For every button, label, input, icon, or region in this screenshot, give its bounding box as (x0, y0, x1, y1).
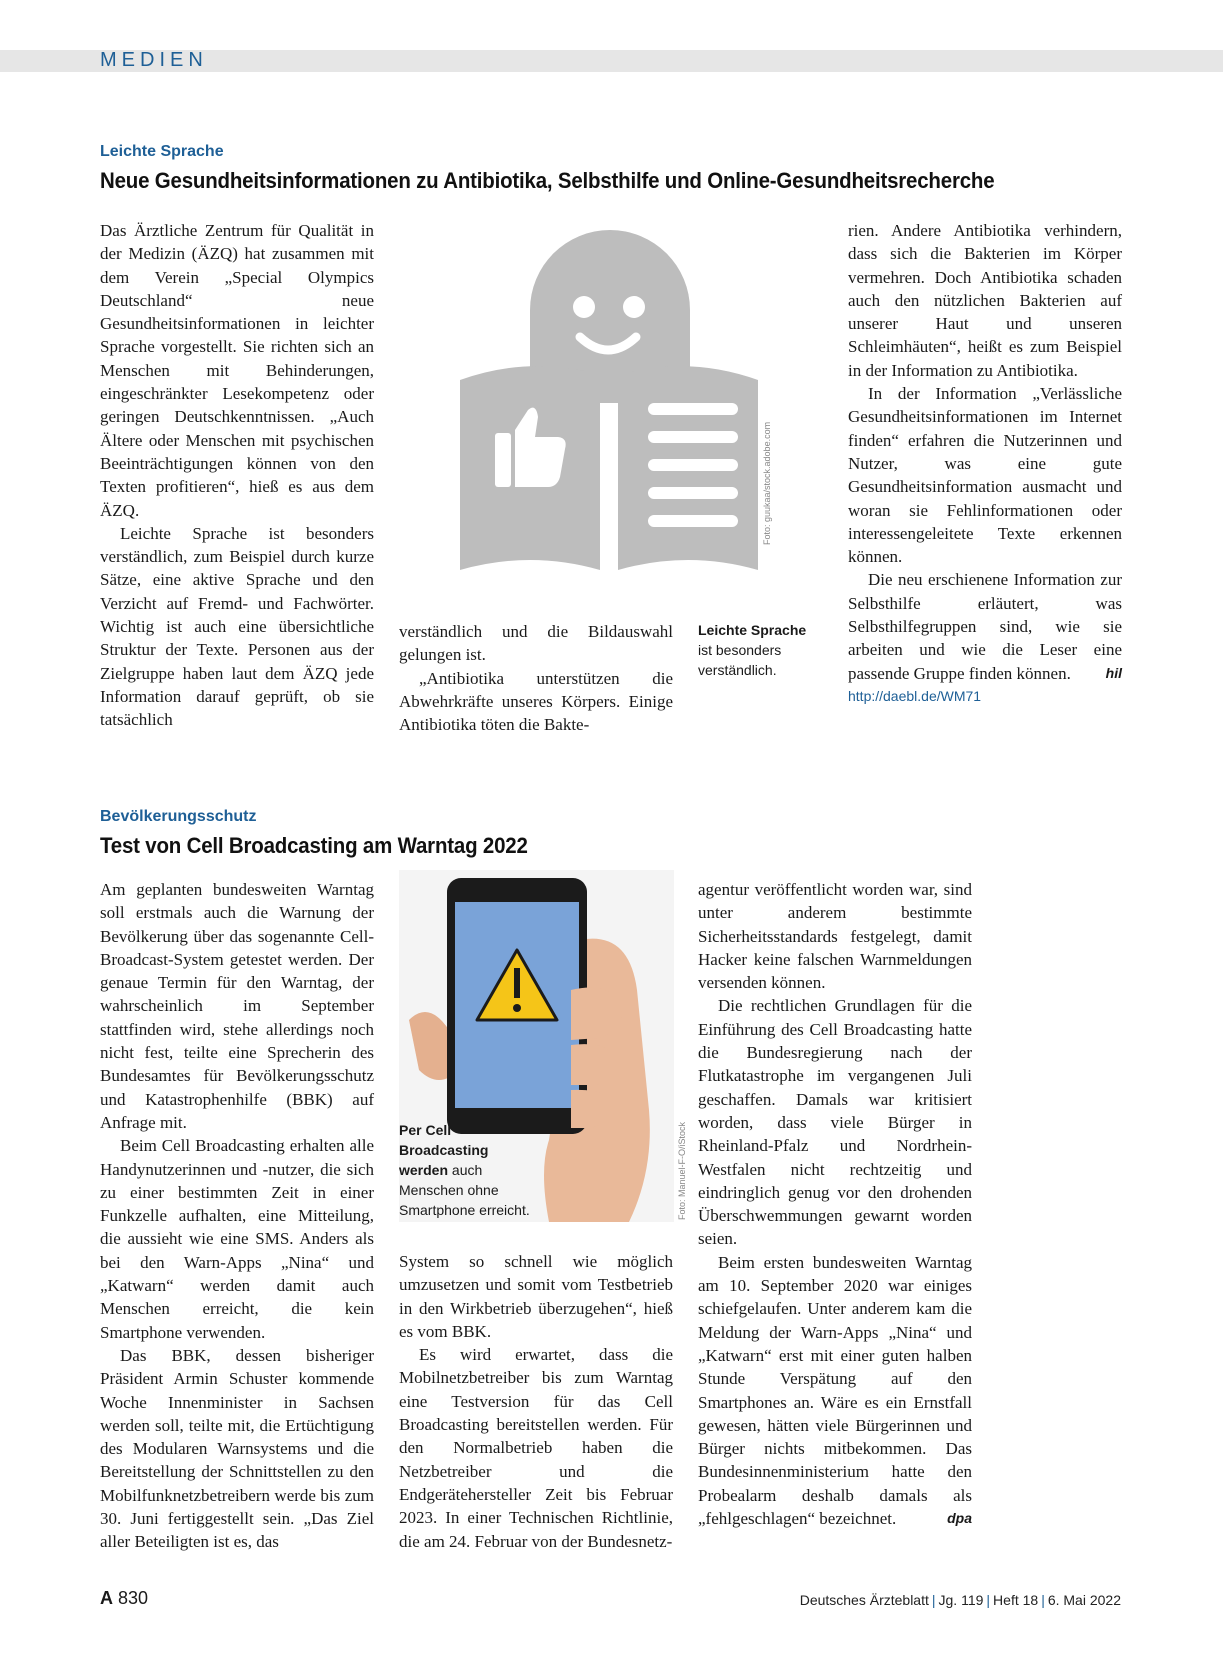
page-prefix: A (100, 1588, 113, 1608)
section-label: MEDIEN (100, 49, 208, 71)
paragraph: rien. Andere Antibiotika verhindern, dass sich die Bakterien im Körper vermehren. Doch Antibiotika schaden auch den nützlichen Bakterien auf unserer Haut und unseren Schleimhäuten“, heißt es zum Beispiel in der Information zu Antibiotika. (848, 221, 1122, 380)
article2-column-2 (399, 1250, 673, 1553)
paragraph: Die rechtlichen Grundlagen für die Einführung des Cell Broadcasting hatte die Bundesregierung nach der Flutkatastrophe im vergangenen Juli geschaffen. Damals war kritisiert worden, dass viele Bürger in Rheinland-Pfalz und Nordrhein-Westfalen nicht rechtzeitig und eindringlich genug vor den drohenden Überschwemmungen gewarnt worden seien. (698, 996, 972, 1249)
article1-kicker: Leichte Sprache (100, 143, 224, 160)
paragraph-text: Beim ersten bundesweiten Warntag am 10. September 2020 war einiges schiefgelaufen. Unter anderem kam die Meldung der Warn-Apps „Nina“ und „Katwarn“ erst mit einer guten halben Stunde Verspätung auf den Smartphones an. Wäre es ein Ernstfall gewesen, hätten viele Bürgerinnen und Bürger nichts mitbekommen. Das Bundesinnenministerium hatte den Probealarm deshalb damals als „fehlgeschlagen“ bezeichnet. (698, 1252, 972, 1529)
article2-column-3 (698, 878, 972, 1530)
paragraph: „Antibiotika unterstützen die Abwehrkräfte unseres Körpers. Einige Antibiotika töten die Bakte- (399, 668, 673, 735)
article-link[interactable]: http://daebl.de/WM71 (848, 687, 982, 704)
paragraph: Es wird erwartet, dass die Mobilnetzbetreiber bis zum Warntag eine Testversion für das Cell Broadcasting bereitstellen werden. Für den Normalbetrieb haben die Netzbetreiber und die Endgerätehersteller Zeit bis Februar 2023. In einer Technischen Richtlinie, die am 24. Februar von der Bundesnetz- (399, 1345, 673, 1551)
separator: | (1041, 1592, 1045, 1608)
paragraph-text: Die neu erschienene Information zur Selbsthilfe erläutert, was Selbsthilfegruppen sind, wie sie arbeiten und wie die Leser eine passende Gruppe finden können. (848, 570, 1122, 683)
paragraph: Das BBK, dessen bisheriger Präsident Armin Schuster kommende Woche Innenminister in Sachsen werden soll, teilte mit, die Ertüchtigung des Modularen Warnsystems und die Bereitstellung der Schnittstellen zu den Mobilfunknetzbetreibern werde bis zum 30. Juni fertiggestellt sein. „Das Ziel aller Beteiligten ist es, das (100, 1345, 374, 1552)
paragraph: Leichte Sprache ist besonders verständlich, zum Beispiel durch kurze Sätze, eine aktive Sprache und den Verzicht auf Fremd- und Fachwörter. Wichtig ist auch eine übersichtliche Struktur der Texte. Personen aus der Zielgruppe haben laut dem ÄZQ jede Information darauf geprüft, ob sie tatsächlich (100, 523, 374, 730)
easy-language-illustration (440, 225, 780, 575)
article2-column-1 (100, 878, 374, 1554)
caption-text: ist besonders verständlich. (698, 642, 782, 678)
article1-headline: Neue Gesundheitsinformationen zu Antibiotika, Selbsthilfe und Online-Gesundheitsrecherche (100, 168, 995, 193)
article1-column-1 (100, 219, 374, 732)
article1-column-3 (848, 219, 1122, 708)
journal-volume: Jg. 119 (938, 1592, 984, 1608)
caption-bold: Leichte Sprache (698, 622, 807, 638)
caption-text: auch Menschen ohne Smartphone erreicht. (399, 1162, 530, 1218)
paragraph: Das Ärztliche Zentrum für Qualität in der Medizin (ÄZQ) hat zusammen mit dem Verein „Special Olympics Deutschland“ neue Gesundheitsinformationen in leichter Sprache vorgestellt. Sie richten sich an Menschen mit Behinderungen, eingeschränkter Lesekompetenz oder geringen Deutschkenntnissen. „Auch Ältere oder Menschen mit psychischen Beeinträchtigungen können von den Texten profitieren“, hieß es aus dem ÄZQ. (100, 221, 374, 520)
paragraph (698, 1251, 972, 1531)
article1-column-2 (399, 620, 673, 736)
article2-caption (399, 1120, 539, 1220)
journal-name: Deutsches Ärzteblatt (799, 1592, 929, 1608)
caption-bold: Per Cell Broadcasting werden (399, 1122, 489, 1178)
author-signature: dpa (947, 1510, 972, 1527)
separator: | (931, 1592, 936, 1608)
photo-credit: Foto: guukaa/stock.adobe.com (762, 421, 772, 545)
paragraph: agentur veröffentlicht worden war, sind unter anderem bestimmte Sicherheitsstandards festgelegt, damit Hacker keine falschen Warnmeldungen versenden können. (698, 880, 972, 993)
paragraph: Am geplanten bundesweiten Warntag soll erstmals auch die Warnung der Bevölkerung über das sogenannte Cell-Broadcast-System getestet werden. Der genaue Termin für den Warntag, der wahrscheinlich im September stattfinden wird, stehe allerdings noch nicht fest, teilte eine Sprecherin des Bundesamtes für Bevölkerungsschutz und Katastrophenhilfe (BBK) auf Anfrage mit. (100, 880, 374, 1132)
journal-info (800, 1592, 1121, 1608)
journal-date: 6. Mai 2022 (1047, 1592, 1121, 1608)
author-signature: hil (1105, 664, 1122, 681)
article2-headline: Test von Cell Broadcasting am Warntag 2022 (100, 833, 528, 858)
page-number-value: 830 (118, 1588, 149, 1608)
paragraph: Beim Cell Broadcasting erhalten alle Handynutzerinnen und -nutzer, die sich zu einer bestimmten Zeit in einer Funkzelle aufhalten, eine Mitteilung, die aussieht wie eine SMS. Anders als bei den Warn-Apps „Nina“ und „Katwarn“ werden damit auch Menschen erreicht, die kein Smartphone verwenden. (100, 1136, 374, 1342)
paragraph: verständlich und die Bildauswahl gelungen ist. (399, 622, 673, 665)
photo-credit: Foto: Manuel-F-O/iStock (677, 1121, 687, 1220)
paragraph (848, 568, 1122, 684)
page-number (100, 1588, 148, 1609)
reading-person-icon (440, 225, 780, 575)
article1-caption (698, 620, 818, 680)
journal-issue: Heft 18 (993, 1592, 1039, 1608)
article2-kicker: Bevölkerungsschutz (100, 808, 257, 825)
separator: | (986, 1592, 991, 1608)
paragraph: System so schnell wie möglich umzusetzen und somit vom Testbetrieb in den Wirkbetrieb überzugehen“, hieß es vom BBK. (399, 1252, 673, 1341)
paragraph: In der Information „Verlässliche Gesundheitsinformationen im Internet finden“ erfahren die Nutzerinnen und Nutzer, was eine gute Gesundheitsinformation ausmacht und woran sie Fehlinformationen oder interessengeleitete Texte erkennen können. (848, 384, 1122, 567)
